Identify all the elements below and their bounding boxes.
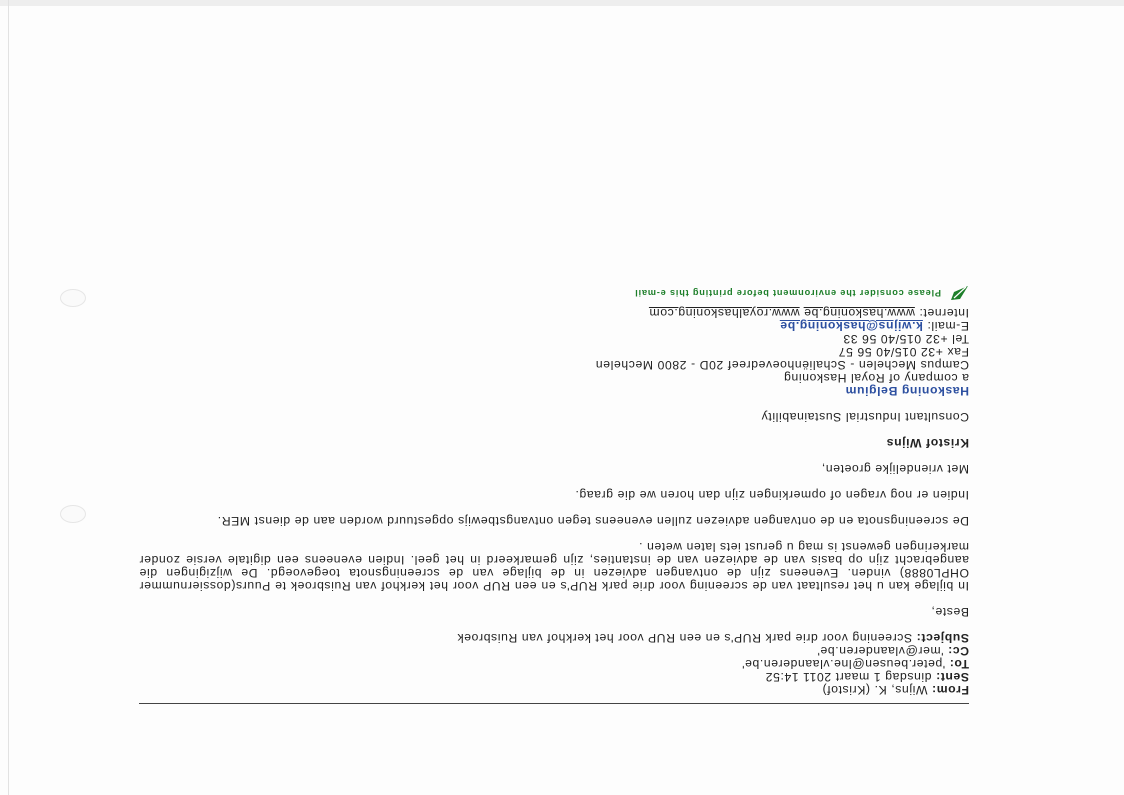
body-paragraph-1: In bijlage kan u het resultaat van de screening voor drie park RUP's en een RUP voor het kerkhof van Ruisbroek te Puurs(dossiernummer OHPL0888) vinden. Eveneens zijn de ontvangen adviezen in de bijlage van de screeningsnota toegevoegd. De wijzigingen die aangebracht zijn op basis van de adviezen van de instanties, zijn gemarkeerd in het geel. Indien eveneens een digitale versie zonder markeringen gewenst is mag u gerust iets laten weten . [139,540,969,593]
signature-company-sub: a company of Royal Haskoning [783,371,969,385]
header-subject: Subject: Screening voor drie park RUP's en een RUP voor het kerkhof van Ruisbroek [456,631,969,645]
email-headers [139,631,969,696]
signature-company: Haskoning Belgium [845,384,969,398]
signature-address: Campus Mechelen - Schaliënhoevedreef 20D - 2800 Mechelen [595,358,969,372]
closing: Met vriendelijke groeten, [821,462,969,476]
body-paragraph-2: De screeningsnota en de ontvangen adviezen zullen eveneens tegen ontvangstbewijs opgestuurd worden aan de dienst MER. [217,514,969,528]
signature-fax: Fax +32 015/40 56 57 [838,345,969,359]
signature-tel: Tel +32 015/40 56 33 [842,332,969,346]
header-divider [139,703,969,704]
header-from: From: Wijns, K. (Kristof) [821,683,969,697]
signature-email-link[interactable]: k.wijns@haskoning.be [779,319,923,333]
signature-web-link-2[interactable]: www.royalhaskoning.com [648,306,800,320]
signature-internet-line: Internet: www.haskoning.be www.royalhaskoning.com [648,306,969,320]
email-printout [139,285,969,704]
signature-web-link-1[interactable]: www.haskoning.be [803,306,915,320]
green-leaf-icon [949,285,969,301]
body-paragraph-3: Indien er nog vragen of opmerkingen zijn dan horen we die graag. [574,488,969,502]
eco-notice-text: Please consider the environment before printing this e-mail [634,288,941,299]
header-to: To: 'peter.beusen@lne.vlaanderen.be' [741,657,969,671]
signature-email-line: E-mail: k.wijns@haskoning.be [779,319,969,333]
greeting: Beste, [930,605,969,619]
eco-notice [139,285,969,301]
header-cc: Cc: 'mer@vlaanderen.be' [816,644,969,658]
header-sent: Sent: dinsdag 1 maart 2011 14:52 [765,670,969,684]
signature-name: Kristof Wijns [886,436,969,450]
signature-role: Consultant Industrial Sustainability [761,410,969,424]
email-signature [139,285,969,449]
